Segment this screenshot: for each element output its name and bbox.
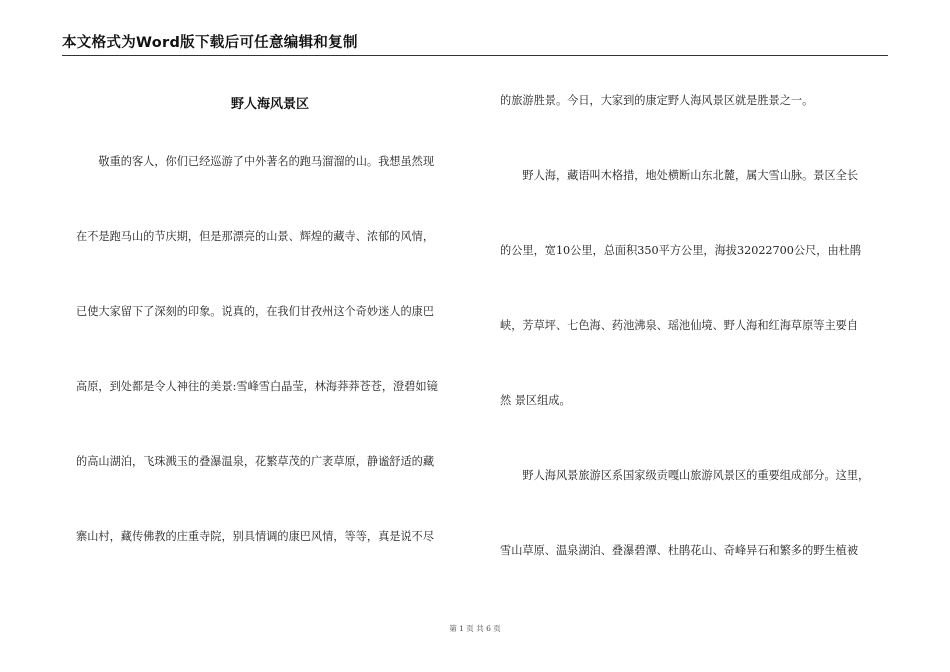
text-line: 高原，到处都是令人神往的美景:雪峰雪白晶莹，林海莽莽苍苍，澄碧如镜 [76,380,438,393]
text-line: 敬重的客人，你们已经巡游了中外著名的跑马溜溜的山。我想虽然现 [76,155,435,168]
text-line: 已使大家留下了深刻的印象。说真的，在我们甘孜州这个奇妙迷人的康巴 [76,305,435,318]
text-line: 峡，芳草坪、七色海、药池沸泉、瑶池仙境、野人海和红海草原等主要自 [500,319,859,332]
text-line: 的高山湖泊，飞珠溅玉的叠瀑温泉，花繁草茂的广袤草原，静谧舒适的藏 [76,455,435,468]
text-line: 寨山村，藏传佛教的庄重寺院，别具情调的康巴风情，等等，真是说不尽 [76,530,435,543]
text-line: 野人海风景旅游区系国家级贡嘎山旅游风景区的重要组成部分。这里， [500,469,870,482]
page-header [62,31,888,56]
document-title: 野人海风景区 [230,97,309,112]
header-text: 本文格式为Word版下载后可任意编辑和复制 [62,35,358,51]
page-number-footer: 第 1 页 共 6 页 [449,624,501,633]
text-line: 雪山草原、温泉湖泊、叠瀑碧潭、杜鹃花山、奇峰异石和繁多的野生植被 [500,544,859,557]
text-line: 的公里，宽10公里，总面积350平方公里，海拔32022700公尺，由杜鹃 [500,244,862,257]
text-line: 在不是跑马山的节庆期，但是那漂亮的山景、辉煌的藏寺、浓郁的风情， [76,230,435,243]
text-line: 野人海，藏语叫木格措，地处横断山东北麓，属大雪山脉。景区全长 [500,169,859,182]
text-line: 然 景区组成。 [500,394,571,407]
text-line: 的旅游胜景。今日，大家到的康定野人海风景区就是胜景之一。 [500,94,814,107]
